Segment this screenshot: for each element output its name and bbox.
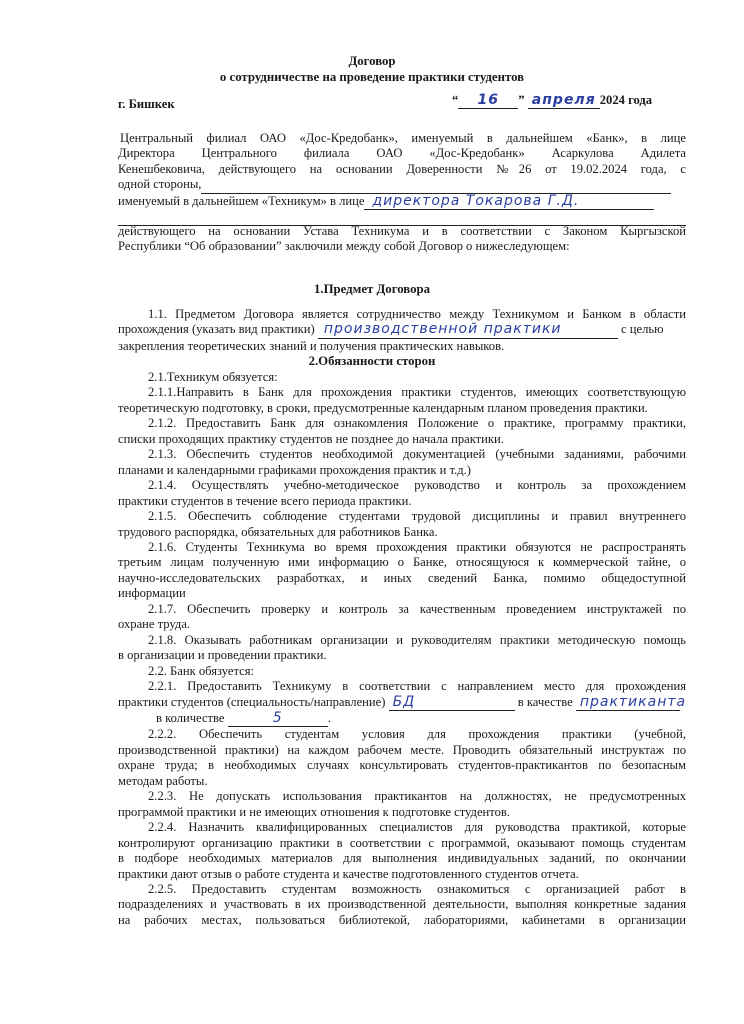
- s221-line-2-mid: в качестве: [517, 694, 573, 709]
- section-1-heading: 1.Предмет Договора: [313, 282, 431, 296]
- s1-line-2: [118, 322, 686, 338]
- intro-line-4-text: одной стороны,: [118, 177, 202, 192]
- intro-line-2: Директора Центрального филиала ОАО «Дос-Кредобанк» Асаркулова Адилета: [118, 146, 686, 161]
- s224-line-4: практики дают отзыв о работе студента и качестве подготовленного студентов отчета.: [118, 866, 579, 881]
- s223-line-1: 2.2.3. Не допускать использования практикантов на должностях, не предусмотренных: [148, 789, 686, 804]
- city: г. Бишкек: [118, 97, 175, 111]
- practice-type-field: [318, 322, 618, 338]
- s222-line-1: 2.2.2. Обеспечить студентам условия для прохождения практики (учебной,: [148, 727, 686, 742]
- s217-line-1: 2.1.7. Обеспечить проверку и контроль за качественным проведением инструктажей по: [148, 601, 686, 616]
- intro-line-6: действующего на основании Устава Техникума и в соответствии с Законом Кыргызской: [118, 224, 686, 239]
- s221-line-3-prefix: в количестве: [156, 710, 225, 725]
- s215-line-1: 2.1.5. Обеспечить соблюдение студентами трудовой дисциплины и правил внутреннего: [148, 509, 686, 524]
- date-month-handwritten: апреля: [531, 92, 596, 108]
- s211-line-1: 2.1.1.Направить в Банк для прохождения практики студентов, имеющих соответствующую: [148, 385, 686, 400]
- s217-line-2: охране труда.: [118, 617, 191, 632]
- date-day-handwritten: 16: [477, 92, 500, 108]
- s1-line-3: закрепления теоретических знаний и получения практических навыков.: [118, 338, 505, 353]
- intro-line-5-text: именуемый в дальнейшем «Техникум» в лице: [118, 193, 365, 208]
- intro-line-1: Центральный филиал ОАО «Дос-Кредобанк», именуемый в дальнейшем «Банк», в лице: [120, 131, 686, 145]
- s216-line-3: научно-исследовательских разработках, и иных сведений Банка, помимо общедоступной: [118, 570, 686, 585]
- section-1-body: [118, 307, 686, 354]
- role-field: [576, 693, 687, 711]
- date-year: 2024 года: [599, 93, 653, 107]
- intro-paragraph: [118, 131, 686, 255]
- s212-line-1: 2.1.2. Предоставить Банк для ознакомления Положение о практике, программу практики,: [148, 416, 686, 431]
- contract-date: [452, 92, 652, 109]
- s222-line-4: методам работы.: [118, 773, 208, 788]
- s21: 2.1.Техникум обязуется:: [148, 370, 278, 384]
- s216-line-4: информации: [118, 586, 186, 601]
- s212-line-2: списки проходящих практику студентов не позднее до начала практики.: [118, 431, 504, 446]
- practice-type-handwritten: производственной практики: [323, 321, 562, 338]
- date-quote-close: ”: [518, 93, 525, 107]
- s223-line-2: программой практики и не имеющих отношения к подготовке студентов.: [118, 804, 511, 819]
- intro-blank-line: [201, 177, 671, 193]
- representative-handwritten: директора Токарова Г.Д.: [372, 192, 580, 209]
- s221-line-3: [118, 711, 686, 727]
- s1-line-2-suffix: с целью: [621, 322, 664, 337]
- document-title-line1: Договор: [348, 54, 396, 68]
- s22: 2.2. Банк обязуется:: [148, 663, 255, 678]
- specialty-handwritten: БД: [392, 693, 416, 710]
- s213-line-1: 2.1.3. Обеспечить студентов необходимой документацией (учебными заданиями, рабочими: [148, 447, 686, 462]
- s1-line-1: 1.1. Предметом Договора является сотрудничество между Техникумом и Банком в области: [148, 307, 686, 321]
- role-handwritten: практиканта: [579, 693, 687, 710]
- s222-line-3: охране труда; в необходимых случаях консультировать студентов-практикантов по безопасным: [118, 758, 686, 773]
- student-count-field: [228, 711, 328, 727]
- s224-line-1: 2.2.4. Назначить квалифицированных специалистов для руководства практикой, которые: [148, 820, 686, 835]
- s225-line-2: подразделениях и участвовать в их производственной деятельности, выполняя конкретные задания: [118, 897, 686, 912]
- s211-line-2: теоретическую подготовку, в сроки, предусмотренные календарным планом проведения практики.: [118, 400, 648, 415]
- s1-line-2-prefix: прохождения (указать вид практики): [118, 322, 315, 337]
- s214-line-2: практики студентов в течение всего периода практики.: [118, 493, 412, 508]
- date-quote-open: “: [452, 93, 459, 107]
- s224-line-2: контролируют организацию практики в соответствии с программой, оказывают помощь студентам: [118, 835, 686, 850]
- s222-line-2: производственной практики) на каждом рабочем месте. Проводить обязательный инструктаж по: [118, 742, 686, 757]
- s221-line-3-suffix: .: [327, 710, 331, 725]
- date-month-field: [528, 92, 600, 109]
- intro-line-4: [118, 177, 686, 193]
- s218-line-2: в организации и проведении практики.: [118, 648, 327, 663]
- date-day-field: [458, 92, 518, 109]
- s221-line-2: [118, 695, 686, 711]
- intro-line-3: Кенешбековича, действующего на основании Доверенности №26 от 19.02.2024 года, с: [118, 161, 686, 176]
- s225-line-3: на рабочих местах, пользоваться библиотекой, лабораториями, кабинетами в организации: [118, 912, 686, 927]
- s221-line-2-prefix: практики студентов (специальность/направление): [118, 694, 386, 709]
- intro-line-5: [118, 194, 686, 210]
- s216-line-2: третьим лицам полученную ими информацию о Банке, относящуюся к коммерческой тайне, о: [118, 555, 686, 570]
- s215-line-2: трудового распорядка, обязательных для работников Банка.: [118, 524, 438, 539]
- s224-line-3: в подборе необходимых материалов для выполнения индивидуальных заданий, по окончании: [118, 851, 686, 866]
- representative-field: [364, 194, 654, 210]
- section-2-body: [118, 370, 686, 928]
- student-count-handwritten: 5: [272, 709, 283, 726]
- document-title-line2: о сотрудничестве на проведение практики студентов: [219, 70, 525, 84]
- s221-line-1: 2.2.1. Предоставить Техникуму в соответствии с направлением место для прохождения: [148, 679, 686, 694]
- specialty-field: [389, 695, 515, 711]
- s225-line-1: 2.2.5. Предоставить студентам возможность ознакомиться с организацией работ в: [148, 881, 686, 896]
- intro-blank-full-line: [118, 210, 686, 224]
- section-2-heading: 2.Обязанности сторон: [308, 354, 436, 368]
- intro-line-7: Республики “Об образовании” заключили между собой Договор о нижеследующем:: [118, 239, 570, 254]
- s216-line-1: 2.1.6. Студенты Техникума во время прохождения практики обязуются не распространять: [148, 539, 686, 554]
- s213-line-2: планами и календарными графиками прохождения практик и т.д.): [118, 462, 471, 477]
- s218-line-1: 2.1.8. Оказывать работникам организации и руководителям практики методическую помощь: [148, 632, 686, 647]
- s214-line-1: 2.1.4. Осуществлять учебно-методическое руководство и контроль за прохождением: [148, 478, 686, 493]
